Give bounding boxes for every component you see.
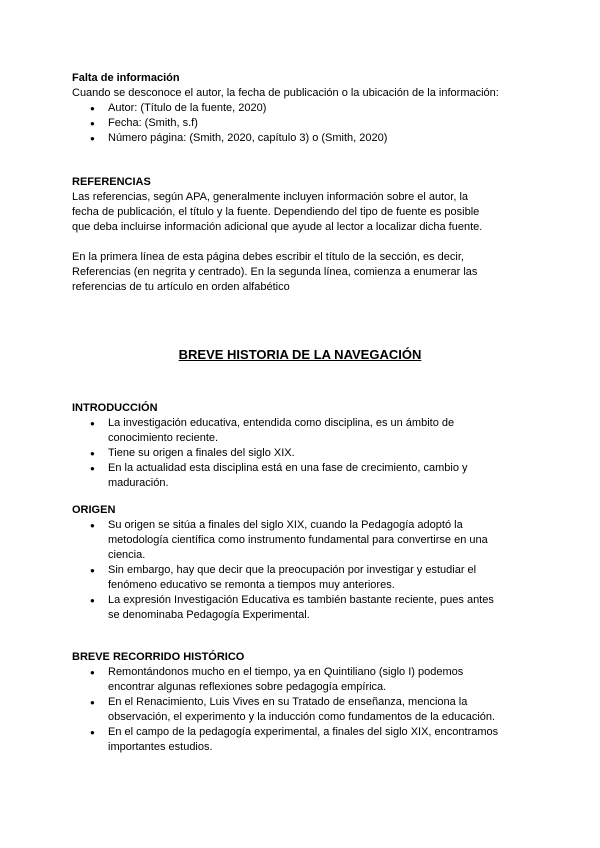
list-item: ● En la actualidad esta disciplina está en una fase de crecimiento, cambio y maduración.	[72, 461, 502, 491]
list-item: ● Sin embargo, hay que decir que la preocupación por investigar y estudiar el fenómeno educativo se remonta a tiempos muy anteriores.	[72, 563, 502, 593]
list-item: ● Tiene su origen a finales del siglo XIX.	[72, 446, 502, 461]
falta-list	[72, 101, 512, 146]
introduccion-list	[72, 416, 502, 491]
list-item: ● Remontándonos mucho en el tiempo, ya en Quintiliano (siglo I) podemos encontrar algunas reflexiones sobre pedagogía empírica.	[72, 665, 502, 695]
recorrido-heading: BREVE RECORRIDO HISTÓRICO	[72, 651, 245, 663]
recorrido-list	[72, 665, 502, 755]
falta-heading: Falta de información	[72, 72, 180, 84]
list-item: ● En el Renacimiento, Luis Vives en su Tratado de enseñanza, menciona la observación, el experimento y la inducción como fundamentos de la educación.	[72, 695, 502, 725]
referencias-heading: REFERENCIAS	[72, 176, 151, 188]
referencias-paragraph-1: Las referencias, según APA, generalmente incluyen información sobre el autor, la fecha de publicación, el título y la fuente. Dependiendo del tipo de fuente es posible que deba incluirse información adicional que ayude al lector a localizar dicha fuente.	[72, 191, 483, 233]
list-item: ● Su origen se sitúa a finales del siglo XIX, cuando la Pedagogía adoptó la metodología científica como instrumento fundamental para convertirse en una ciencia.	[72, 518, 502, 563]
list-item: ● Fecha: (Smith, s.f)	[72, 116, 512, 131]
falta-intro: Cuando se desconoce el autor, la fecha de publicación o la ubicación de la información:	[72, 87, 499, 99]
list-item: ● Autor: (Título de la fuente, 2020)	[72, 101, 512, 116]
origen-list	[72, 518, 502, 623]
section-recorrido-historico	[72, 650, 512, 755]
list-item: ● La expresión Investigación Educativa es también bastante reciente, pues antes se denominaba Pedagogía Experimental.	[72, 593, 502, 623]
list-item: ● En el campo de la pedagogía experimental, a finales del siglo XIX, encontramos importantes estudios.	[72, 725, 502, 755]
introduccion-heading: INTRODUCCIÓN	[72, 402, 158, 414]
page-title: BREVE HISTORIA DE LA NAVEGACIÓN	[178, 347, 422, 362]
section-origen	[72, 503, 512, 623]
referencias-paragraph-2: En la primera línea de esta página debes escribir el título de la sección, es decir, Referencias (en negrita y centrado). En la segunda línea, comienza a enumerar las referencias de tu artículo en orden alfabético	[72, 251, 478, 293]
section-falta-informacion	[72, 71, 512, 146]
list-item: ● Número página: (Smith, 2020, capítulo 3) o (Smith, 2020)	[72, 131, 512, 146]
origen-heading: ORIGEN	[72, 504, 116, 516]
section-referencias	[72, 175, 492, 295]
section-introduccion	[72, 401, 512, 491]
list-item: ● La investigación educativa, entendida como disciplina, es un ámbito de conocimiento reciente.	[72, 416, 502, 446]
